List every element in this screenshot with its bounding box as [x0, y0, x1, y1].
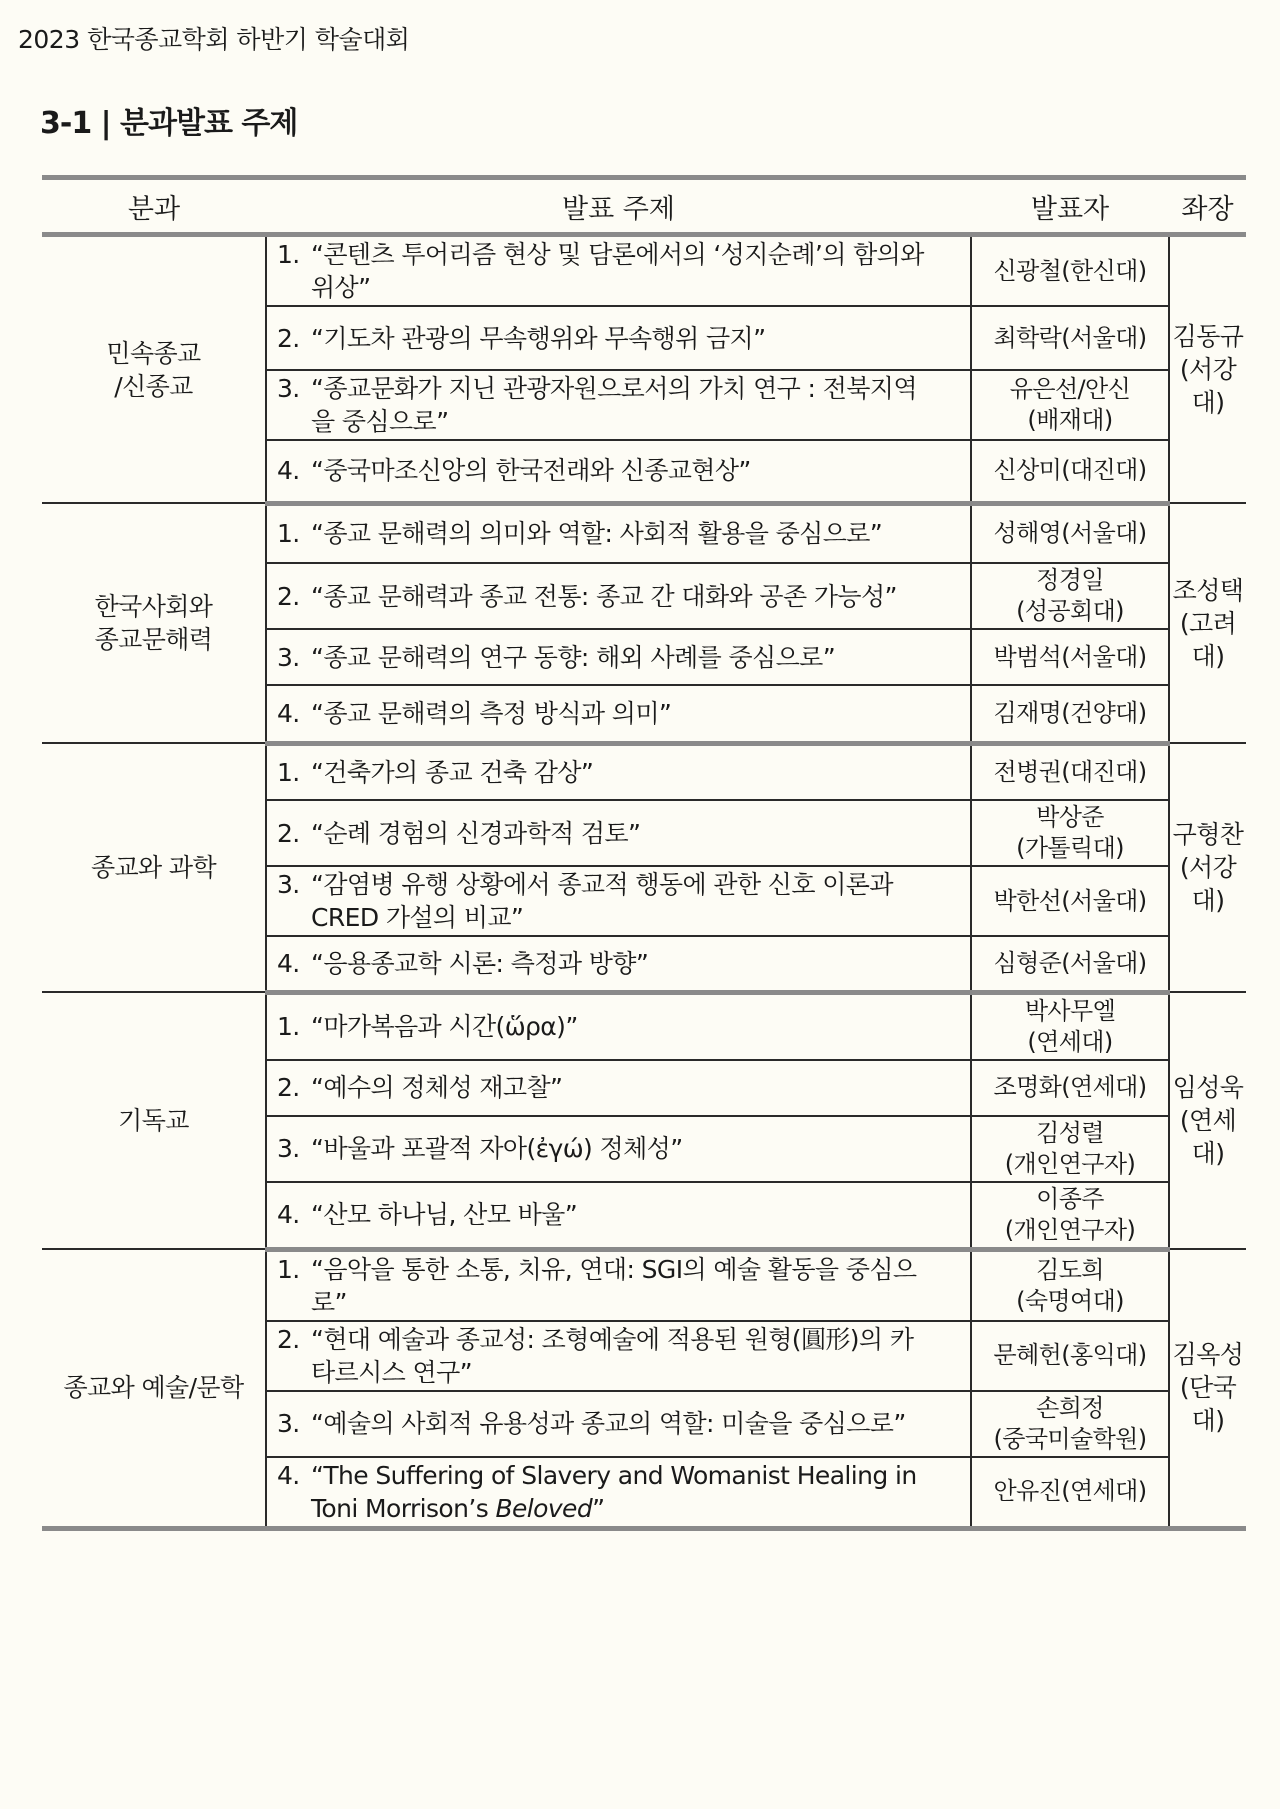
presenter-name: 최학락(서울대) — [993, 323, 1147, 352]
topic-number: 3. — [277, 1134, 300, 1163]
topic-title — [311, 1198, 931, 1231]
topic-cell — [266, 503, 971, 563]
presenter-name: (중국미술학원) — [993, 1424, 1147, 1453]
topic-title — [311, 1071, 931, 1104]
column-header-chair: 좌장 — [1169, 178, 1246, 235]
chair-name: 임성욱 — [1172, 1073, 1244, 1102]
topic-cell — [266, 1321, 971, 1391]
presenter-name: (연세대) — [1027, 1027, 1113, 1056]
topic-title — [311, 947, 931, 980]
conference-header: 2023 한국종교학회 하반기 학술대회 — [18, 25, 410, 54]
presenter-cell — [971, 306, 1169, 370]
presenter-cell — [971, 563, 1169, 629]
topic-number: 1. — [277, 757, 300, 787]
topic-text: “종교 문해력의 의미와 역할: 사회적 활용을 중심으로” — [311, 519, 883, 549]
topic-title — [311, 868, 931, 934]
column-header-presenter: 발표자 — [971, 178, 1169, 235]
chair-name: (연세대) — [1179, 1106, 1237, 1168]
topic-title — [311, 641, 931, 674]
topic-italic-title: Beloved — [495, 1493, 593, 1523]
presenter-cell — [971, 685, 1169, 743]
track-cell — [42, 1249, 266, 1528]
topic-title — [311, 1253, 931, 1319]
topic-cell — [266, 370, 971, 440]
topic-title — [311, 756, 931, 789]
chair-cell — [1169, 235, 1246, 504]
presenter-name: 조명화(연세대) — [993, 1073, 1147, 1101]
table-row — [42, 992, 1246, 1060]
topic-title — [311, 1407, 931, 1440]
chair-name: 조성택 — [1172, 575, 1244, 605]
topic-cell — [266, 1457, 971, 1529]
topic-text: “예수의 정체성 재고찰” — [311, 1073, 563, 1102]
presenter-name: 이종주 — [1036, 1184, 1104, 1213]
track-cell — [42, 235, 266, 504]
topic-number: 1. — [277, 1254, 300, 1284]
topic-number: 2. — [277, 581, 300, 611]
topic-text: “순례 경험의 신경과학적 검토” — [311, 818, 641, 848]
presenter-name: 신상미(대진대) — [993, 456, 1147, 485]
topic-cell — [266, 1391, 971, 1457]
track-cell — [42, 992, 266, 1249]
presenter-cell — [971, 800, 1169, 866]
table-row — [42, 503, 1246, 563]
topic-title — [311, 454, 931, 487]
presenter-cell — [971, 1182, 1169, 1250]
presenter-cell — [971, 1321, 1169, 1391]
presenter-name: 문혜헌(홍익대) — [993, 1341, 1147, 1369]
topic-cell — [266, 1182, 971, 1250]
topic-number: 3. — [277, 374, 300, 403]
track-name: 민속종교 — [106, 338, 201, 368]
topic-cell — [266, 936, 971, 992]
track-cell — [42, 503, 266, 743]
presenter-name: 김성렬 — [1036, 1118, 1104, 1147]
topic-text: “종교 문해력의 연구 동향: 해외 사례를 중심으로” — [311, 642, 836, 672]
chair-name: (고려대) — [1179, 608, 1237, 671]
topic-number: 4. — [277, 1460, 300, 1490]
presenter-cell — [971, 866, 1169, 936]
topic-text: “The Suffering of Slavery and Womanist Healing in Toni Morrison’s — [311, 1460, 917, 1523]
presenter-name: 심형준(서울대) — [993, 948, 1147, 977]
table-row — [42, 1249, 1246, 1321]
presenter-cell — [971, 1249, 1169, 1321]
topic-cell — [266, 563, 971, 629]
topic-cell — [266, 866, 971, 936]
topic-text: “기도차 관광의 무속행위와 무속행위 금지” — [311, 323, 766, 353]
track-name: 종교와 과학 — [90, 853, 217, 882]
topic-number: 2. — [277, 1073, 300, 1102]
track-name: 기독교 — [118, 1106, 189, 1135]
topic-title — [311, 817, 931, 850]
topic-title — [311, 1323, 931, 1389]
page-title: 3-1 | 분과발표 주제 — [40, 106, 298, 141]
session-table — [42, 175, 1246, 1531]
table-header-row — [42, 178, 1246, 235]
topic-text: “중국마조신앙의 한국전래와 신종교현상” — [311, 456, 751, 486]
presenter-name: 김도희 — [1036, 1255, 1104, 1284]
presenter-cell — [971, 235, 1169, 307]
chair-cell — [1169, 503, 1246, 743]
topic-number: 1. — [277, 240, 300, 269]
topic-text: “음악을 통한 소통, 치유, 연대: SGI의 예술 활동을 중심으로” — [311, 1254, 917, 1317]
chair-name: 김동규 — [1172, 322, 1244, 351]
chair-cell — [1169, 743, 1246, 992]
chair-cell — [1169, 1249, 1246, 1528]
topic-title — [311, 697, 931, 730]
presenter-name: 박사무엘 — [1024, 996, 1116, 1025]
presenter-name: 정경일 — [1036, 566, 1104, 594]
topic-text: “예술의 사회적 유용성과 종교의 역할: 미술을 중심으로” — [311, 1409, 906, 1438]
topic-text: “콘텐츠 투어리즘 현상 및 담론에서의 ‘성지순례’의 함의와 위상” — [311, 240, 924, 302]
chair-name: (서강대) — [1179, 853, 1237, 915]
presenter-cell — [971, 503, 1169, 563]
presenter-cell — [971, 370, 1169, 440]
topic-text: “바울과 포괄적 자아(ἐγώ) 정체성” — [311, 1134, 683, 1163]
track-name: 한국사회와 — [94, 592, 213, 621]
topic-text: “마가복음과 시간(ὥρα)” — [311, 1012, 578, 1041]
topic-cell — [266, 235, 971, 307]
topic-text: “응용종교학 시론: 측정과 방향” — [311, 948, 649, 978]
presenter-name: (배재대) — [1027, 406, 1113, 434]
presenter-cell — [971, 936, 1169, 992]
chair-name: (단국대) — [1179, 1373, 1237, 1436]
chair-name: (서강대) — [1179, 355, 1237, 417]
topic-text: “종교 문해력의 측정 방식과 의미” — [311, 698, 672, 728]
topic-title — [311, 1010, 931, 1043]
topic-title — [311, 322, 931, 355]
topic-number: 3. — [277, 642, 300, 672]
topic-text: “산모 하나님, 산모 바울” — [311, 1200, 578, 1229]
presenter-name: (성공회대) — [1016, 597, 1124, 625]
presenter-cell — [971, 743, 1169, 800]
track-name: 종교와 예술/문학 — [63, 1373, 244, 1403]
presenter-name: 안유진(연세대) — [993, 1477, 1147, 1505]
table-row — [42, 235, 1246, 307]
topic-number: 4. — [277, 698, 300, 728]
topic-number: 3. — [277, 870, 300, 899]
topic-cell — [266, 685, 971, 743]
topic-text: “현대 예술과 종교성: 조형예술에 적용된 원형(圓形)의 카타르시스 연구” — [311, 1324, 914, 1387]
chair-name: 구형찬 — [1172, 820, 1244, 849]
presenter-name: 손희정 — [1036, 1393, 1104, 1422]
track-cell — [42, 743, 266, 992]
topic-cell — [266, 629, 971, 685]
topic-text: “감염병 유행 상황에서 종교적 행동에 관한 신호 이론과 CRED 가설의 비교” — [311, 870, 893, 932]
column-header-track: 분과 — [42, 178, 266, 235]
topic-cell — [266, 1060, 971, 1116]
topic-number: 2. — [277, 818, 300, 848]
topic-text: “종교문화가 지닌 관광자원으로서의 가치 연구 : 전북지역을 중심으로” — [311, 374, 917, 436]
topic-cell — [266, 306, 971, 370]
topic-text: “종교 문해력과 종교 전통: 종교 간 대화와 공존 가능성” — [311, 581, 897, 611]
presenter-name: 유은선/안신 — [1009, 375, 1131, 403]
topic-text: “건축가의 종교 건축 감상” — [311, 757, 594, 787]
topic-number: 4. — [277, 1200, 300, 1229]
presenter-name: 신광철(한신대) — [993, 256, 1147, 285]
topic-number: 3. — [277, 1409, 300, 1438]
topic-closing-quote: ” — [592, 1493, 605, 1523]
topic-title — [311, 580, 931, 613]
presenter-name: 박범석(서울대) — [993, 642, 1147, 671]
topic-cell — [266, 743, 971, 800]
presenter-cell — [971, 992, 1169, 1060]
topic-title — [311, 1132, 931, 1165]
presenter-cell — [971, 1457, 1169, 1529]
topic-cell — [266, 1116, 971, 1182]
topic-number: 2. — [277, 323, 300, 353]
column-header-topic: 발표 주제 — [266, 178, 971, 235]
presenter-name: (개인연구자) — [1004, 1149, 1136, 1178]
topic-title — [311, 372, 931, 438]
topic-cell — [266, 800, 971, 866]
presenter-cell — [971, 629, 1169, 685]
presenter-name: 전병권(대진대) — [993, 757, 1147, 786]
presenter-cell — [971, 1391, 1169, 1457]
chair-cell — [1169, 992, 1246, 1249]
table-row — [42, 743, 1246, 800]
topic-cell — [266, 992, 971, 1060]
track-name: 종교문해력 — [94, 625, 213, 654]
table-body — [42, 235, 1246, 1529]
presenter-name: (가톨릭대) — [1016, 834, 1124, 862]
topic-number: 4. — [277, 948, 300, 978]
topic-number: 1. — [277, 1012, 300, 1041]
topic-title — [311, 1459, 931, 1525]
presenter-cell — [971, 1116, 1169, 1182]
topic-number: 4. — [277, 456, 300, 486]
track-name: /신종교 — [114, 371, 193, 401]
presenter-cell — [971, 1060, 1169, 1116]
presenter-name: 박한선(서울대) — [993, 886, 1147, 915]
presenter-cell — [971, 440, 1169, 503]
presenter-name: (숙명여대) — [1016, 1286, 1124, 1315]
presenter-name: 김재명(건양대) — [993, 698, 1147, 727]
presenter-name: (개인연구자) — [1004, 1215, 1136, 1244]
topic-cell — [266, 1249, 971, 1321]
topic-cell — [266, 440, 971, 503]
topic-title — [311, 238, 931, 304]
topic-number: 2. — [277, 1324, 300, 1354]
presenter-name: 성해영(서울대) — [993, 519, 1147, 548]
topic-title — [311, 517, 931, 550]
presenter-name: 박상준 — [1036, 803, 1104, 831]
chair-name: 김옥성 — [1172, 1340, 1244, 1370]
topic-number: 1. — [277, 519, 300, 549]
